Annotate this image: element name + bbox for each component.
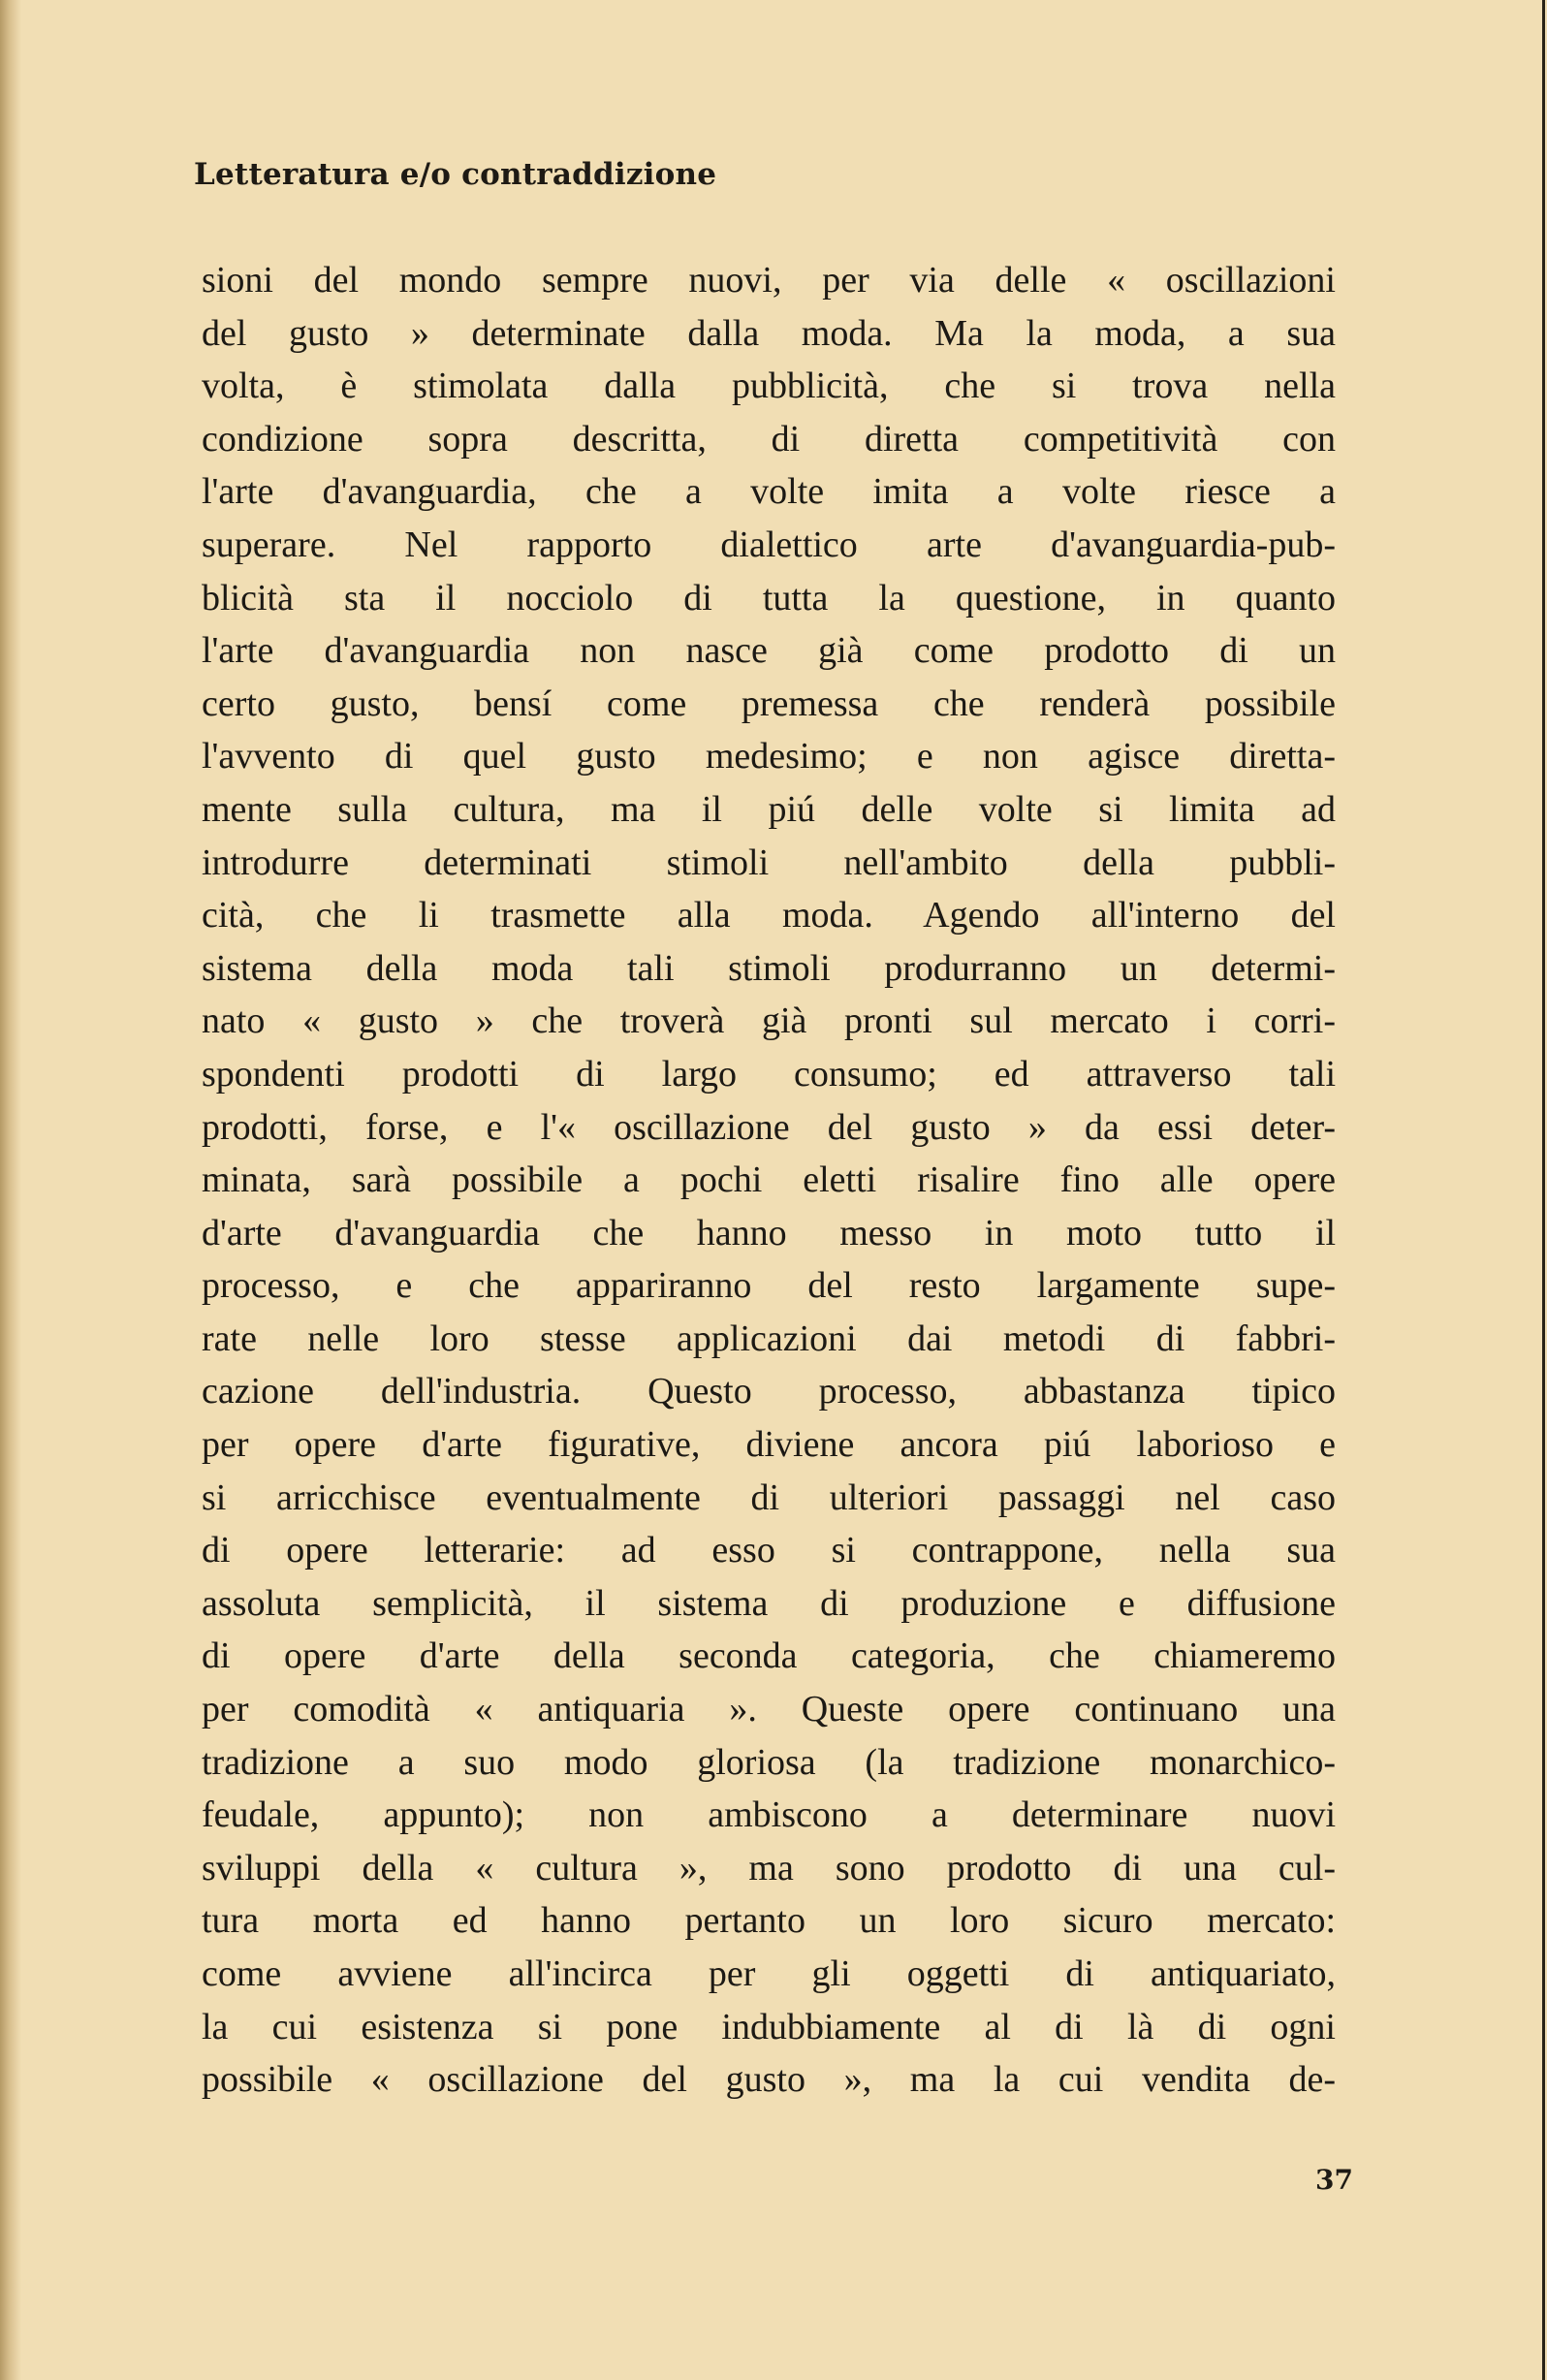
text-line: per comodità « antiquaria ». Queste opere continuano una [202, 1689, 1336, 1730]
text-line: d'arte d'avanguardia che hanno messo in moto tutto il [202, 1212, 1336, 1253]
text-line: prodotti, forse, e l'« oscillazione del gusto » da essi deter- [202, 1106, 1336, 1148]
text-line: sistema della moda tali stimoli produrranno un determi- [202, 947, 1336, 989]
text-line: di opere d'arte della seconda categoria, che chiameremo [202, 1635, 1336, 1677]
text-line: l'avvento di quel gusto medesimo; e non agisce diretta- [202, 736, 1336, 777]
text-line: si arricchisce eventualmente di ulteriori passaggi nel caso [202, 1476, 1336, 1518]
text-line: feudale, appunto); non ambiscono a determinare nuovi [202, 1794, 1336, 1836]
text-line: nato « gusto » che troverà già pronti sul mercato i corri- [202, 1000, 1336, 1042]
text-line: volta, è stimolata dalla pubblicità, che si trova nella [202, 365, 1336, 407]
page-number: 37 [1315, 2164, 1353, 2196]
text-line: rate nelle loro stesse applicazioni dai metodi di fabbri- [202, 1317, 1336, 1359]
text-line: minata, sarà possibile a pochi eletti risalire fino alle opere [202, 1159, 1336, 1201]
text-line: per opere d'arte figurative, diviene ancora piú laborioso e [202, 1424, 1336, 1466]
text-line: tura morta ed hanno pertanto un loro sicuro mercato: [202, 1900, 1336, 1942]
text-line: spondenti prodotti di largo consumo; ed attraverso tali [202, 1053, 1336, 1095]
text-line: mente sulla cultura, ma il piú delle volte si limita ad [202, 788, 1336, 830]
spine-shadow [0, 0, 21, 2380]
page-edge [1542, 0, 1545, 2380]
text-line: sioni del mondo sempre nuovi, per via delle « oscillazioni [202, 260, 1336, 301]
text-line: del gusto » determinate dalla moda. Ma la moda, a sua [202, 312, 1336, 354]
text-line: superare. Nel rapporto dialettico arte d'avanguardia-pub- [202, 524, 1336, 565]
text-line: condizione sopra descritta, di diretta competitività con [202, 418, 1336, 460]
text-line: l'arte d'avanguardia non nasce già come prodotto di un [202, 630, 1336, 672]
text-line: possibile « oscillazione del gusto », ma la cui vendita de- [202, 2059, 1336, 2101]
text-line: blicità sta il nocciolo di tutta la questione, in quanto [202, 577, 1336, 619]
text-line: tradizione a suo modo gloriosa (la tradizione monarchico- [202, 1741, 1336, 1783]
text-line: l'arte d'avanguardia, che a volte imita a volte riesce a [202, 471, 1336, 513]
text-line: processo, e che appariranno del resto largamente supe- [202, 1265, 1336, 1307]
text-line: certo gusto, bensí come premessa che renderà possibile [202, 682, 1336, 724]
body-text [202, 254, 1336, 2107]
running-head: Letteratura e/o contraddizione [194, 157, 717, 192]
text-line: sviluppi della « cultura », ma sono prodotto di una cul- [202, 1847, 1336, 1888]
text-line: come avviene all'incirca per gli oggetti di antiquariato, [202, 1953, 1336, 1994]
text-line: la cui esistenza si pone indubbiamente al di là di ogni [202, 2006, 1336, 2047]
text-line: cità, che li trasmette alla moda. Agendo all'interno del [202, 895, 1336, 936]
text-line: assoluta semplicità, il sistema di produzione e diffusione [202, 1582, 1336, 1624]
text-line: cazione dell'industria. Questo processo, abbastanza tipico [202, 1371, 1336, 1412]
text-line: di opere letterarie: ad esso si contrappone, nella sua [202, 1530, 1336, 1571]
text-line: introdurre determinati stimoli nell'ambito della pubbli- [202, 841, 1336, 883]
